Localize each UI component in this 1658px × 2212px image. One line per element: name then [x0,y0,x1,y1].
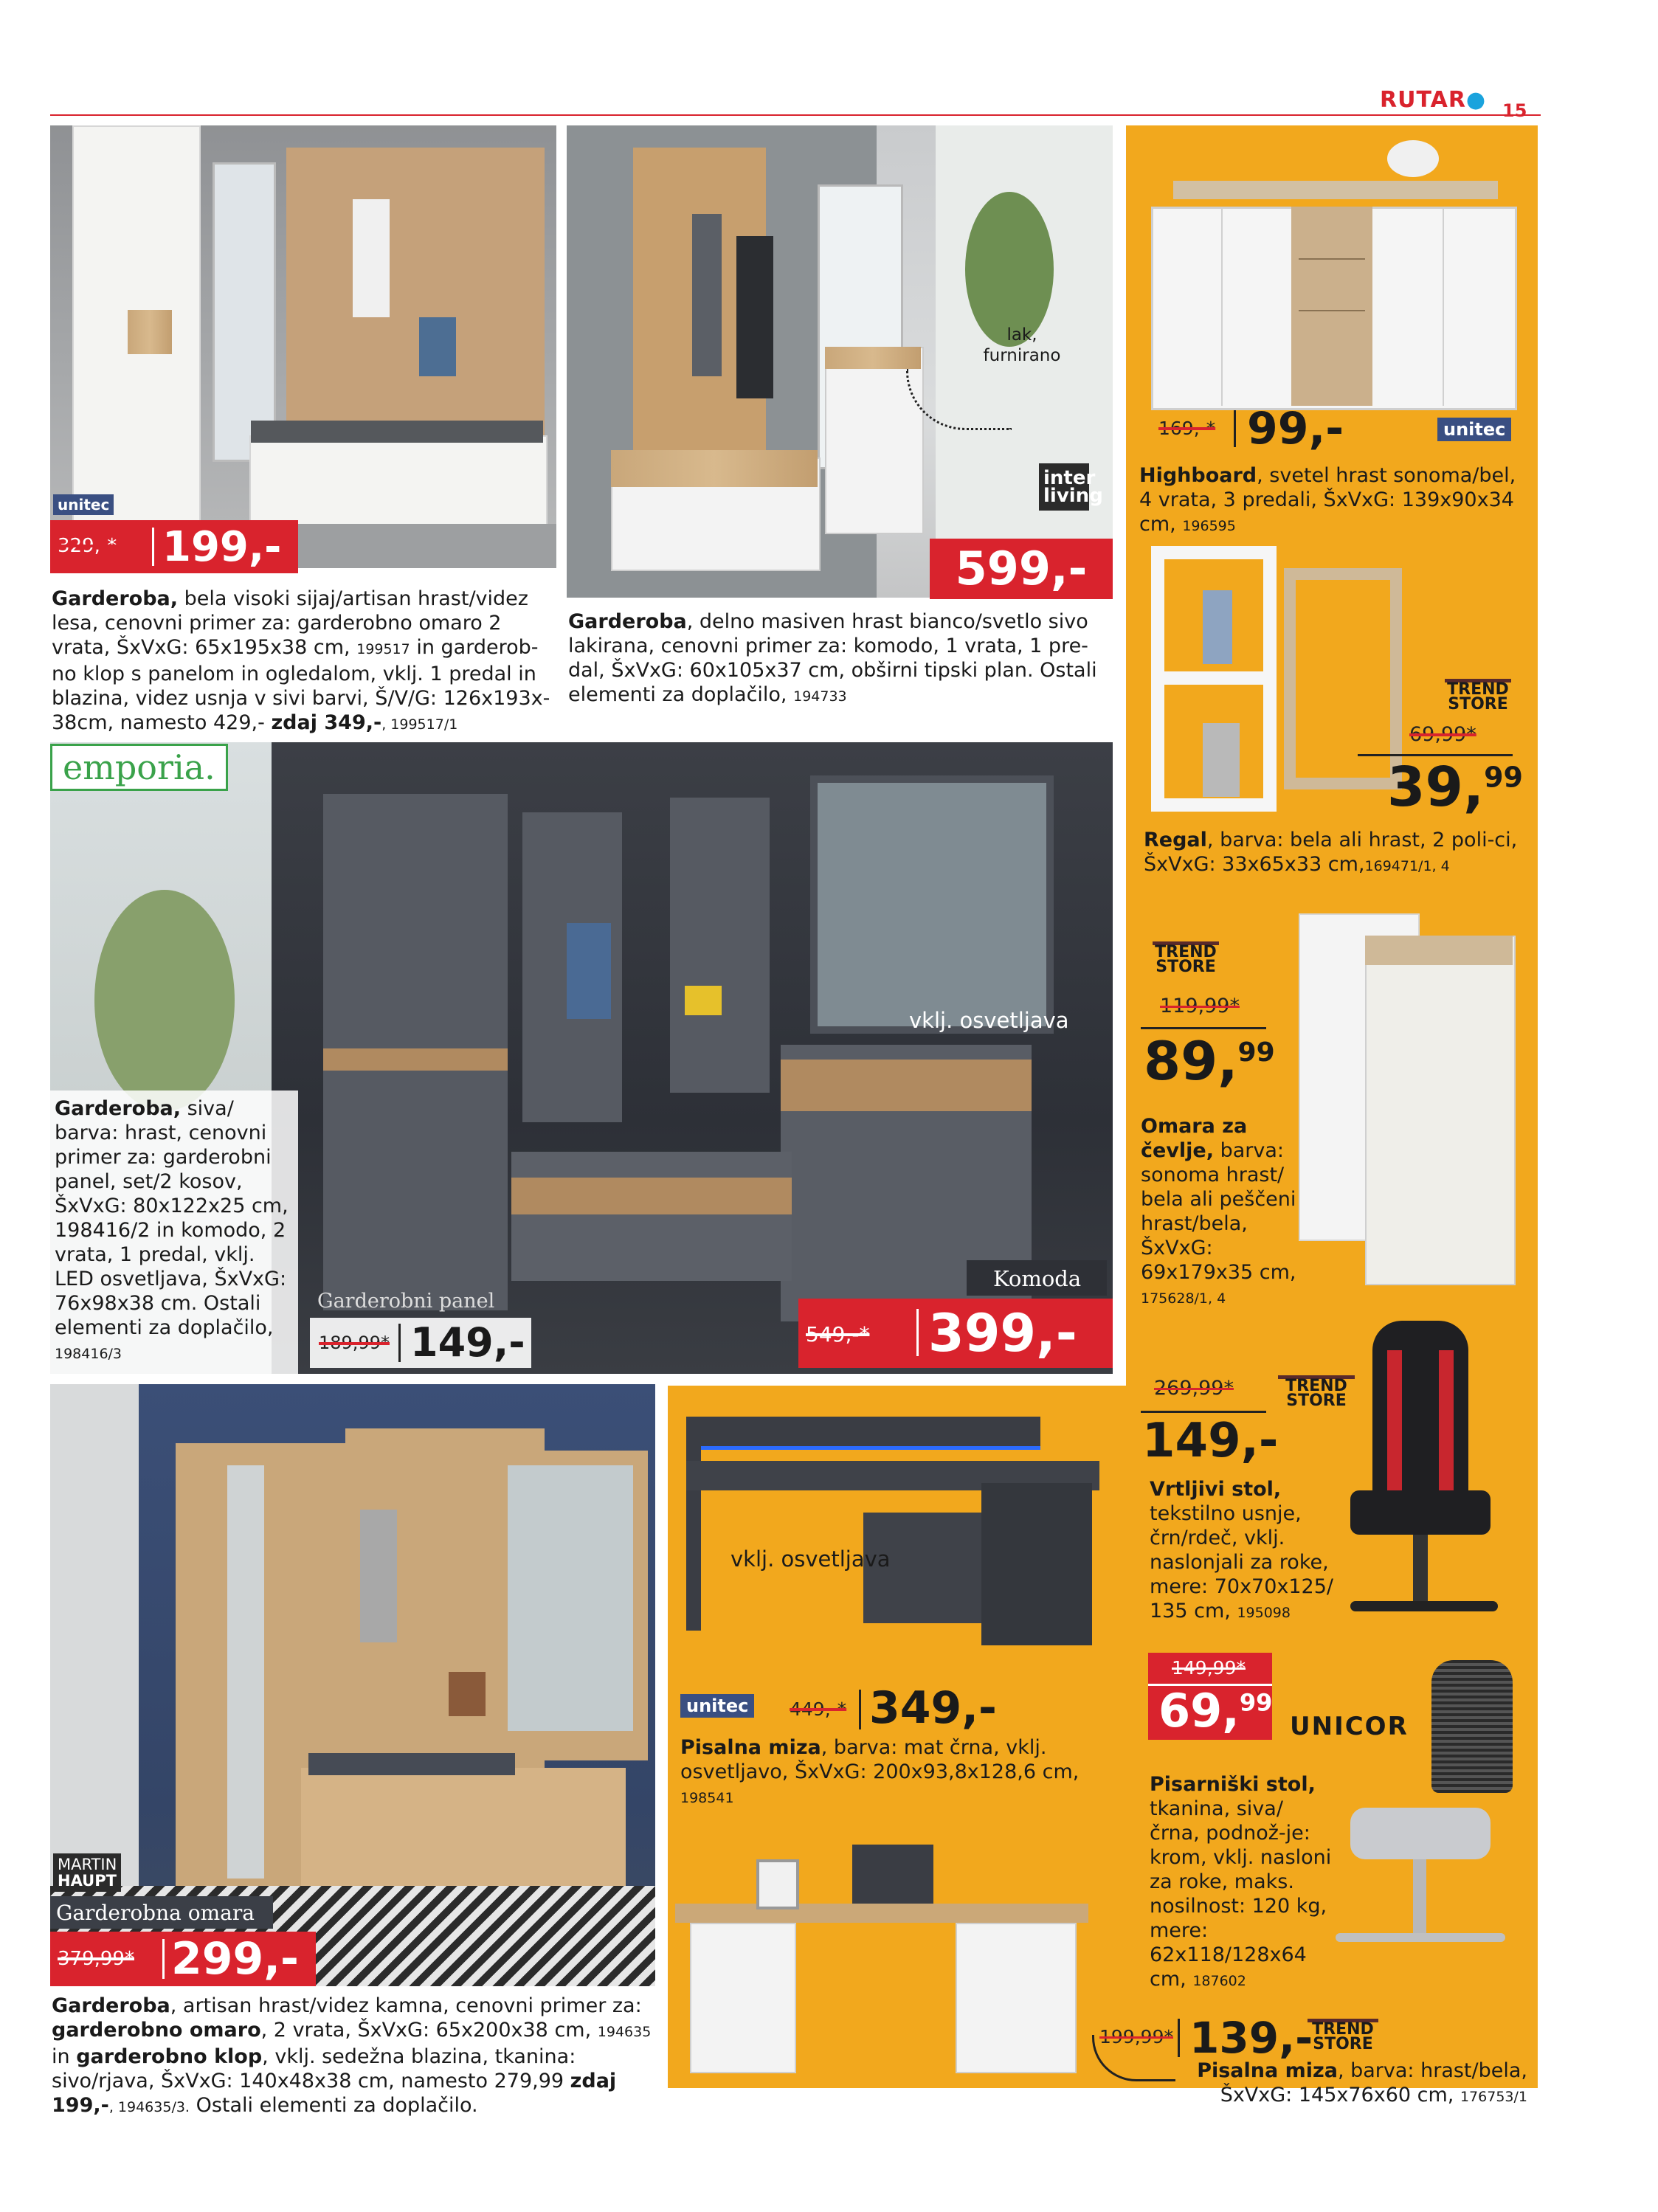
trendstore-logo-1: TREND STORE [1445,679,1511,712]
price-divider [398,1324,401,1362]
trendstore-logo-2: TREND STORE [1153,941,1219,975]
emporia-logo: emporia. [50,744,228,791]
vrtljivi-old-price: 269,99* [1154,1377,1234,1400]
tl-price-tag [50,520,298,573]
emporia-description: Garderoba, siva/ barva: hrast, cenovni primer za: garderobni panel, set/2 kosov, ŠxVxG: 80x122x25 cm, 198416/2 in komodo, 2 vrata, 1 predal, vklj. LED osvetljava, ŠxVxG: 76x98x38 cm. Ostali elementi za doplačilo, 198416/3 [55,1097,289,1362]
omara-cevlje-description: Omara za čevlje, barva: sonoma hrast/ bela ali peščeni hrast/bela, ŠxVxG: 69x179x35 cm, 175628/1, 4 [1141,1115,1296,1307]
unitec-logo-3: unitec [680,1694,754,1718]
price-divider [162,1939,165,1979]
komoda-old-price: 549,-* [806,1322,870,1347]
highboard-description: Highboard, svetel hrast sonoma/bel, 4 vrata, 3 predali, ŠxVxG: 139x90x34 cm, 196595 [1139,464,1516,536]
rutar-logo: RUTAR● [1380,87,1487,113]
vrtljivi-description: Vrtljivi stol, tekstilno usnje, črn/rdeč, vklj. naslonjali za roke, mere: 70x70x125/ 135 cm, 195098 [1150,1478,1334,1622]
panel-price-box [310,1318,531,1368]
miza2-description: Pisalna miza, barva: hrast/bela, ŠxVxG: 145x76x60 cm, 176753/1 [1197,2059,1527,2106]
pisarniski-description: Pisarniški stol, tkanina, siva/ črna, podnož-je: krom, vklj. nasloni za roke, maks. nosilnost: 120 kg, mere: 62x118/128x64 cm, 187602 [1150,1773,1332,1991]
garderoba-white-photo [50,125,556,568]
office-chair-product [1321,1660,1527,1985]
pisalna-light-label: vklj. osvetljava [730,1546,891,1572]
unitec-logo-1: unitec [53,494,114,515]
pisalna-miza-product [686,1417,1099,1653]
price-divider [1234,410,1236,447]
regal-description: Regal, barva: bela ali hrast, 2 poli-ci, ŠxVxG: 33x65x33 cm,169471/1, 4 [1144,829,1518,876]
price-divider [152,528,154,566]
martin-label-box: Garderobna omara [50,1896,273,1929]
pisarniski-old-price: 149,99* [1172,1657,1246,1679]
omara-cevlje-old-price: 119,99* [1160,995,1240,1017]
pisalna-price: 349,- [869,1682,997,1734]
price-divider [916,1309,919,1356]
regal-price: 39,99 [1387,756,1523,819]
highboard-price: 99,- [1247,403,1344,455]
vrtljivi-price: 149,- [1142,1414,1279,1468]
omara-cevlje-product [1299,913,1520,1297]
martin-description: Garderoba, artisan hrast/videz kamna, cenovni primer za: garderobno omaro, 2 vrata, ŠxVxG: 65x200x38 cm, 194635 in garderobno klop, vklj. sedežna blazina, tkanina: sivo/rjava, ŠxVxG: 140x48x38 cm, namesto 279,99 zdaj 199,-, 194635/3. Ostali elementi za doplačilo. [52,1994,652,2117]
tl-description: Garderoba, bela visoki sijaj/artisan hrast/videz lesa, cenovni primer za: garderobno omaro 2 vrata, ŠxVxG: 65x195x38 cm, 199517 in garderob-no klop s panelom in ogledalom, vklj. 1 predal in blazina, videz usnja v sivi barvi, Š/V/G: 126x193x-38cm, namesto 429,- zdaj 349,-, 199517/1 [52,587,550,734]
desk-white-oak-product [675,1830,1088,2073]
martin-price: 299,- [171,1933,299,1985]
tm-description: Garderoba, delno masiven hrast bianco/svetlo sivo lakirana, cenovni primer za: komodo, 1 vrata, 1 pre-dal, ŠxVxG: 60x105x37 cm, obširni tipski plan. Ostali elementi za doplačilo, 194733 [568,610,1097,706]
price-divider [1178,2019,1180,2057]
unitec-logo-2: unitec [1437,418,1511,441]
tl-price: 199,- [162,523,282,571]
panel-price: 149,- [410,1319,525,1366]
highboard-price-box [1151,403,1372,455]
omara-cevlje-price: 89,99 [1144,1030,1275,1092]
tm-price: 599,- [930,539,1113,599]
trendstore-logo-3: TREND STORE [1278,1375,1355,1409]
panel-old-price: 189,99* [319,1333,390,1353]
martin-old-price: 379,99* [58,1948,134,1970]
tl-old-price: 329,-* [58,535,117,557]
pisalna-price-box [782,1682,1004,1734]
price-divider [859,1690,861,1729]
miza2-old-price: 199,99* [1099,2026,1173,2047]
regal-price-block [1358,723,1523,826]
unicor-logo: UNICOR [1290,1712,1409,1741]
page-number: 15 [1502,100,1527,121]
header-rule [50,114,1541,116]
price-rule [1141,1027,1266,1029]
emporia-light-label: vklj. osvetljava [909,1008,1069,1033]
komoda-label-box: Komoda [967,1260,1107,1296]
price-rule [1141,1411,1266,1413]
pisarniski-price: 69,99 [1158,1684,1273,1738]
martin-haupt-logo: MARTIN HAUPT [53,1853,121,1892]
miza2-price: 139,- [1189,2013,1313,2063]
regal-old-price: 69,99* [1409,723,1476,746]
pisalna-old-price: 449,-* [790,1698,847,1720]
pisalna-description: Pisalna miza, barva: mat črna, vklj. osvetljavo, ŠxVxG: 200x93,8x128,6 cm, 198541 [680,1736,1080,1806]
komoda-price: 399,- [928,1303,1077,1364]
komoda-price-tag [798,1299,1113,1368]
trendstore-logo-4: TREND STORE [1308,2019,1378,2052]
pisarniski-price-tag [1148,1653,1272,1740]
callout-lak-furnirano: lak, furnirano [983,325,1061,365]
highboard-old-price: 169,-* [1158,418,1216,439]
interliving-logo: inter living [1039,463,1089,511]
highboard-product [1151,162,1513,406]
martin-price-tag [50,1932,316,1986]
panel-label: Garderobni panel [317,1290,495,1313]
